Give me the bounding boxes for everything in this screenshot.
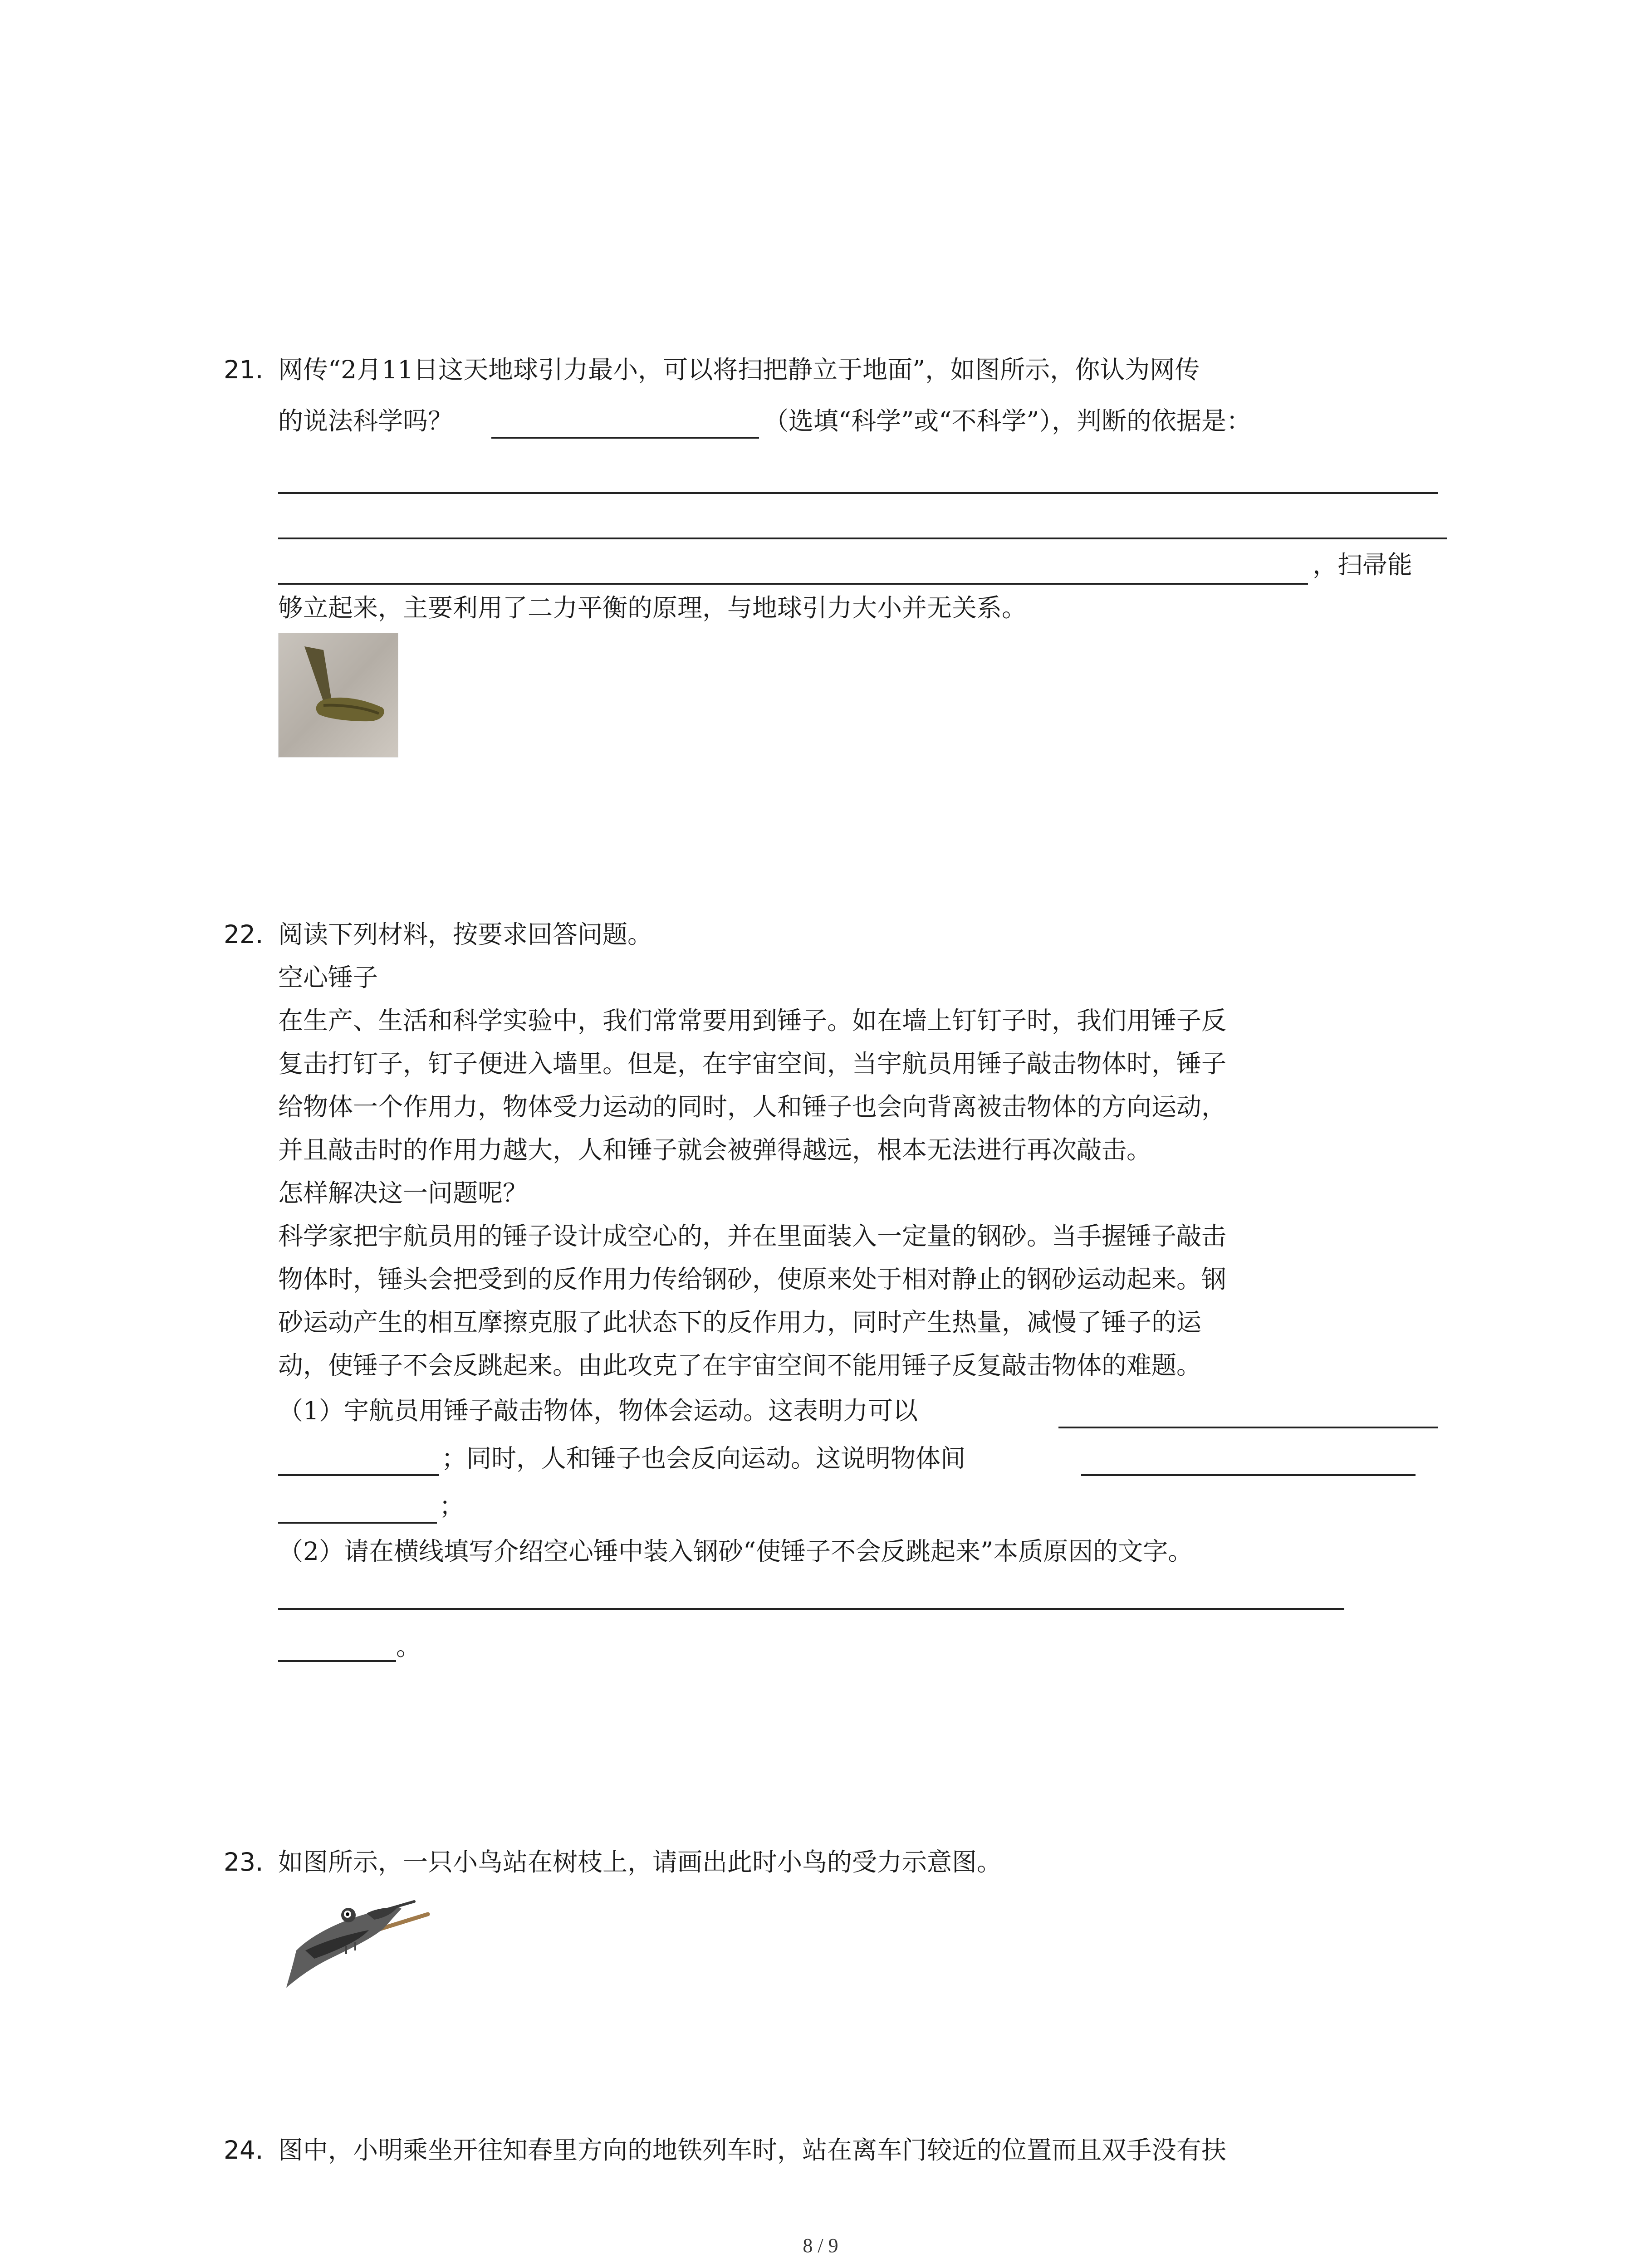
bird-on-branch — [278, 1887, 432, 1991]
q22-p2-line: 物体时，锤头会把受到的反作用力传给钢砂，使原来处于相对静止的钢砂运动起来。钢 — [278, 1265, 1227, 1294]
q22-p1-line: 复击打钉子，钉子便进入墙里。但是，在宇宙空间，当宇航员用锤子敲击物体时，锤子 — [278, 1049, 1227, 1078]
q21-answer-blank-3[interactable] — [278, 538, 1447, 539]
q21-line2-post: （选填“科学”或“不科学”），判断的依据是： — [764, 406, 1251, 435]
q22-sub1-line1: （1）宇航员用锤子敲击物体，物体会运动。这表明力可以 — [278, 1396, 918, 1425]
q21-line2-pre: 的说法科学吗？ — [278, 406, 453, 435]
q22-sub2-blank-1[interactable] — [278, 1608, 1344, 1610]
page-number: 8 / 9 — [803, 2234, 838, 2257]
q22-sub2-end: 。 — [396, 1632, 421, 1661]
q21-line4: 够立起来，主要利用了二力平衡的原理，与地球引力大小并无关系。 — [278, 593, 1027, 622]
q22-sub1-blank-2a[interactable] — [1081, 1474, 1416, 1476]
q22-sub1-line3: ； — [439, 1491, 465, 1520]
q22-article-title: 空心锤子 — [278, 963, 378, 992]
q21-line3-post: ，扫帚能 — [1313, 550, 1413, 579]
q22-number: 22. — [224, 920, 264, 949]
q22-sub2-line1: （2）请在横线填写介绍空心锤中装入钢砂“使锤子不会反跳起来”本质原因的文字。 — [278, 1537, 1193, 1566]
q23-number: 23. — [224, 1848, 264, 1877]
q22-sub2-blank-2[interactable] — [278, 1660, 396, 1662]
q22-p2-line: 科学家把宇航员用的锤子设计成空心的，并在里面装入一定量的钢砂。当手握锤子敲击 — [278, 1222, 1227, 1251]
q22-p1-line: 并且敲击时的作用力越大，人和锤子就会被弹得越远，根本无法进行再次敲击。 — [278, 1135, 1152, 1164]
q22-p2-line: 动，使锤子不会反跳起来。由此攻克了在宇宙空间不能用锤子反复敲击物体的难题。 — [278, 1351, 1202, 1380]
q24-text: 图中，小明乘坐开往知春里方向的地铁列车时，站在离车门较近的位置而且双手没有扶 — [278, 2136, 1227, 2165]
q21-answer-blank-4[interactable] — [278, 583, 1308, 585]
q22-sub1-blank-2b[interactable] — [278, 1522, 437, 1524]
q22-p2-line: 砂运动产生的相互摩擦克服了此状态下的反作用力，同时产生热量，减慢了锤子的运 — [278, 1308, 1202, 1337]
q22-sub1-blank-1a[interactable] — [1058, 1427, 1438, 1428]
broom-photo — [278, 633, 398, 758]
q22-question: 怎样解决这一问题呢？ — [278, 1178, 528, 1207]
q22-p1-line: 在生产、生活和科学实验中，我们常常要用到锤子。如在墙上钉钉子时，我们用锤子反 — [278, 1006, 1227, 1035]
q21-line1: 网传“2月11日这天地球引力最小，可以将扫把静立于地面”，如图所示，你认为网传 — [278, 355, 1200, 384]
q21-number: 21. — [224, 355, 264, 384]
q24-number: 24. — [224, 2136, 264, 2165]
q22-p1-line: 给物体一个作用力，物体受力运动的同时，人和锤子也会向背离被击物体的方向运动， — [278, 1092, 1227, 1121]
q22-sub1-line2: ；同时，人和锤子也会反向运动。这说明物体间 — [441, 1444, 966, 1473]
q22-intro: 阅读下列材料，按要求回答问题。 — [278, 920, 653, 949]
q23-text: 如图所示，一只小鸟站在树枝上，请画出此时小鸟的受力示意图。 — [278, 1848, 1002, 1877]
q21-answer-blank-2[interactable] — [278, 492, 1438, 494]
q22-sub1-blank-1b[interactable] — [278, 1474, 439, 1476]
q21-answer-blank-1[interactable] — [491, 437, 759, 439]
